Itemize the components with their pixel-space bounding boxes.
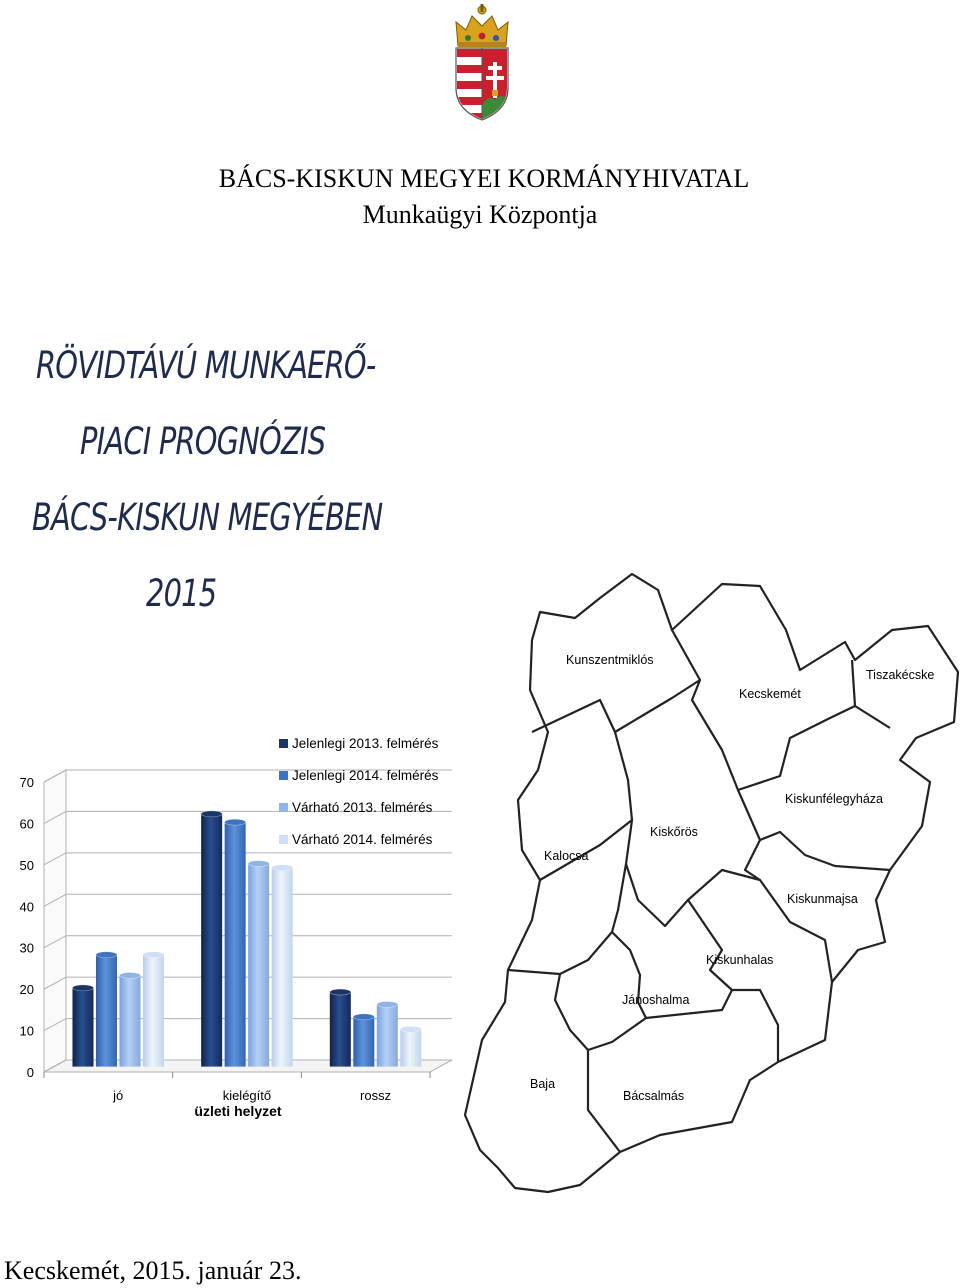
bar-cap-3-2 <box>400 1026 421 1032</box>
footer-date: Kecskemét, 2015. január 23. <box>4 1256 302 1285</box>
bar-2-2 <box>377 1004 398 1066</box>
x-axis-label: üzleti helyzet <box>194 1103 282 1119</box>
map-label-kunszentmiklos: Kunszentmiklós <box>566 653 654 667</box>
bar-1-1 <box>225 822 246 1066</box>
organization-name: BÁCS-KISKUN MEGYEI KORMÁNYHIVATAL <box>218 164 750 193</box>
bar-1-0 <box>96 955 117 1067</box>
title-line-3: BÁCS-KISKUN MEGYÉBEN <box>32 496 383 539</box>
county-outline <box>465 574 958 1192</box>
title-line-1: RÖVIDTÁVÚ MUNKAERŐ- <box>36 344 376 387</box>
bar-cap-3-1 <box>272 865 293 871</box>
bar-cap-1-2 <box>353 1014 374 1020</box>
bar-cap-0-1 <box>201 811 222 817</box>
bar-cap-1-1 <box>225 819 246 825</box>
legend-label-3: Várható 2014. felmérés <box>292 832 433 847</box>
bar-3-1 <box>272 868 293 1067</box>
x-axis-ticks <box>44 1072 430 1103</box>
y-tick-label: 40 <box>19 899 34 915</box>
x-tick-label: kielégítő <box>222 1088 272 1103</box>
organization-subtitle: Munkaügyi Központja <box>362 200 598 229</box>
bar-cap-2-0 <box>119 972 140 978</box>
map-label-kalocsa: Kalocsa <box>544 849 589 863</box>
bar-3-2 <box>400 1029 421 1066</box>
map-label-bacsalmas: Bácsalmás <box>623 1089 685 1103</box>
y-tick-label: 60 <box>19 816 34 832</box>
chart-bars <box>72 811 421 1067</box>
bar-0-1 <box>201 814 222 1067</box>
chart-legend <box>279 736 439 847</box>
title-year: 2015 <box>146 572 217 615</box>
legend-swatch-0 <box>279 739 288 748</box>
legend-swatch-1 <box>279 771 288 780</box>
bar-0-2 <box>330 992 351 1067</box>
y-tick-label: 10 <box>19 1023 34 1039</box>
county-map <box>460 570 960 1200</box>
bar-1-2 <box>353 1017 374 1067</box>
bar-chart <box>0 730 460 1130</box>
map-label-baja: Baja <box>530 1077 556 1091</box>
y-tick-label: 50 <box>19 857 34 873</box>
map-label-tiszakecske: Tiszakécske <box>866 668 935 682</box>
map-label-janoshalma: Jánoshalma <box>622 993 690 1007</box>
map-label-kiskoros: Kiskőrös <box>650 825 698 839</box>
bar-cap-0-0 <box>72 985 93 991</box>
map-label-kecskemet: Kecskemét <box>739 687 801 701</box>
x-tick-label: rossz <box>360 1088 392 1103</box>
legend-label-1: Jelenlegi 2014. felmérés <box>292 768 439 783</box>
y-tick-label: 20 <box>19 982 34 998</box>
bar-cap-3-0 <box>143 952 164 958</box>
bar-cap-0-2 <box>330 989 351 995</box>
map-label-kiskunfelegyhaza: Kiskunfélegyháza <box>785 792 883 806</box>
bar-cap-2-1 <box>248 861 269 867</box>
bar-3-0 <box>143 955 164 1067</box>
hungarian-coat-of-arms-icon <box>448 2 516 122</box>
bar-2-1 <box>248 864 269 1067</box>
bar-cap-1-0 <box>96 952 117 958</box>
legend-swatch-3 <box>279 835 288 844</box>
gridline <box>44 936 452 948</box>
chart-side-wall <box>44 770 66 1072</box>
map-label-kiskunmajsa: Kiskunmajsa <box>787 892 858 906</box>
y-axis-ticks <box>20 775 34 1080</box>
map-label-kiskunhalas: Kiskunhalas <box>706 953 774 967</box>
legend-swatch-2 <box>279 803 288 812</box>
gridline <box>44 894 452 906</box>
bar-2-0 <box>119 975 140 1066</box>
legend-label-2: Várható 2013. felmérés <box>292 800 433 815</box>
x-tick-label: jó <box>113 1088 124 1103</box>
title-line-2: PIACI PROGNÓZIS <box>80 420 326 463</box>
y-tick-label: 70 <box>19 775 34 790</box>
y-tick-label: 0 <box>26 1065 34 1080</box>
legend-label-0: Jelenlegi 2013. felmérés <box>292 736 439 751</box>
bar-0-0 <box>72 988 93 1067</box>
bar-cap-2-2 <box>377 1001 398 1007</box>
y-tick-label: 30 <box>19 940 34 956</box>
